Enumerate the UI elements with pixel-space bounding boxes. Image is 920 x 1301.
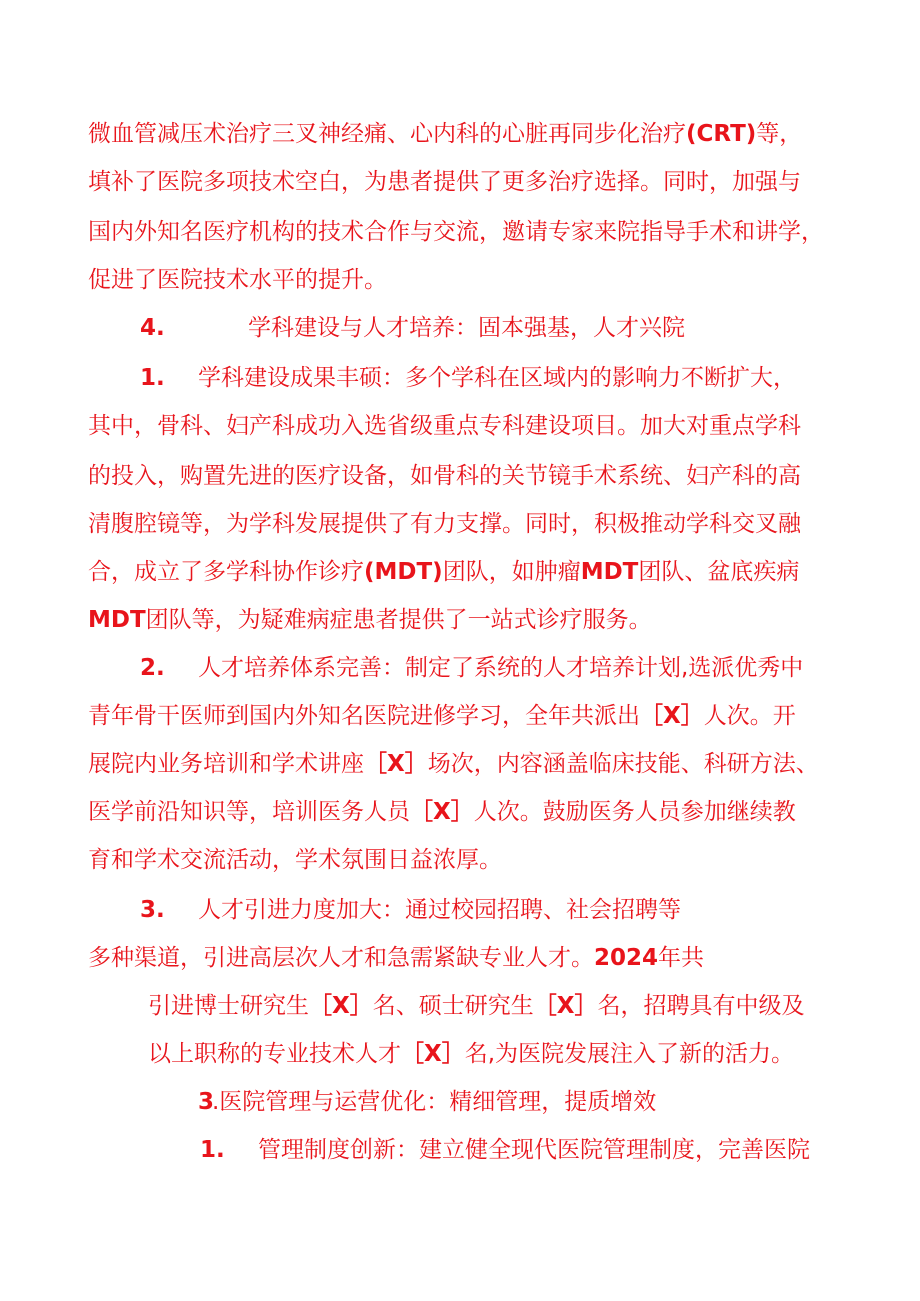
item-number: 3. <box>140 897 165 923</box>
paragraph-line: 管理制度创新：建立健全现代医院管理制度，完善医院 <box>258 1137 810 1163</box>
item-number: 1. <box>200 1137 225 1163</box>
paragraph-line: 填补了医院多项技术空白，为患者提供了更多治疗选择。同时，加强与 <box>88 169 801 195</box>
paragraph-line: 促进了医院技术水平的提升。 <box>88 267 387 293</box>
paragraph-line: 人才培养体系完善：制定了系统的人才培养计划,选派优秀中 <box>198 655 804 681</box>
paragraph-line: 其中，骨科、妇产科成功入选省级重点专科建设项目。加大对重点学科 <box>88 413 801 439</box>
paragraph-line: 医学前沿知识等，培训医务人员［X］人次。鼓励医务人员参加继续教 <box>88 799 796 825</box>
paragraph-line: 清腹腔镜等，为学科发展提供了有力支撑。同时，积极推动学科交叉融 <box>88 511 801 537</box>
section-title: .医院管理与运营优化：精细管理，提质增效 <box>212 1089 657 1115</box>
item-number: 1. <box>140 365 165 391</box>
section-number: 3 <box>198 1089 215 1115</box>
paragraph-line: 多种渠道，引进高层次人才和急需紧缺专业人才。2024年共 <box>88 945 705 971</box>
paragraph-line: 学科建设成果丰硕：多个学科在区域内的影响力不断扩大， <box>198 365 796 391</box>
item-number: 2. <box>140 655 165 681</box>
paragraph-line: 展院内业务培训和学术讲座［X］场次，内容涵盖临床技能、科研方法、 <box>88 751 819 777</box>
paragraph-line: 的投入，购置先进的医疗设备，如骨科的关节镜手术系统、妇产科的高 <box>88 463 801 489</box>
paragraph-line: 国内外知名医疗机构的技术合作与交流，邀请专家来院指导手术和讲学， <box>88 219 824 245</box>
section-title: 学科建设与人才培养：固本强基，人才兴院 <box>248 315 685 341</box>
paragraph-line: 育和学术交流活动，学术氛围日益浓厚。 <box>88 847 502 873</box>
paragraph-line: 人才引进力度加大：通过校园招聘、社会招聘等 <box>198 897 681 923</box>
paragraph-line: 以上职称的专业技术人才［X］名,为医院发展注入了新的活力。 <box>148 1041 795 1067</box>
paragraph-line: 合，成立了多学科协作诊疗(MDT)团队，如肿瘤MDT团队、盆底疾病 <box>88 559 800 585</box>
paragraph-line: 微血管减压术治疗三叉神经痛、心内科的心脏再同步化治疗(CRT)等， <box>88 121 803 147</box>
paragraph-line: 青年骨干医师到国内外知名医院进修学习，全年共派出［X］人次。开 <box>88 703 796 729</box>
section-number: 4. <box>140 315 165 341</box>
paragraph-line: 引进博士研究生［X］名、硕士研究生［X］名，招聘具有中级及 <box>148 993 805 1019</box>
paragraph-line: MDT团队等，为疑难病症患者提供了一站式诊疗服务。 <box>88 607 652 633</box>
